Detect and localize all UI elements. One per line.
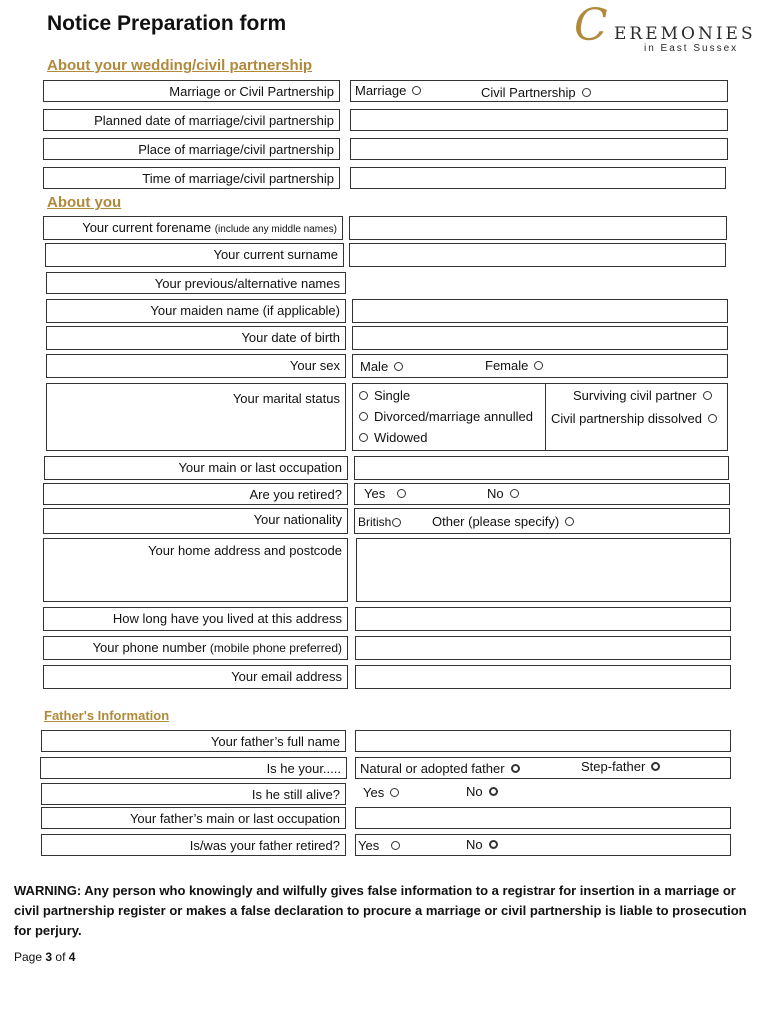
option-single[interactable] [359,388,410,403]
time-input[interactable] [350,167,726,189]
option-retired-no-label: No [487,486,504,501]
option-surviving-label: Surviving civil partner [573,388,697,403]
label-previous-names: Your previous/alternative names [46,272,346,294]
option-alive-no[interactable] [466,784,498,799]
radio-step-father[interactable] [651,762,660,771]
logo-letter: C [574,0,608,51]
ceremonies-logo [572,0,756,56]
label-sex: Your sex [46,354,346,378]
forename-note: (include any middle names) [214,224,337,235]
radio-cp-dissolved[interactable] [708,414,717,423]
option-marriage[interactable] [355,83,421,98]
radio-male[interactable] [394,362,403,371]
option-step-father[interactable] [581,759,660,774]
nationality-field [354,508,730,534]
option-retired-no[interactable] [487,486,519,501]
label-how-long: How long have you lived at this address [43,607,348,631]
option-step-label: Step-father [581,759,646,774]
radio-marriage[interactable] [412,86,421,95]
label-home-address: Your home address and postcode [43,538,348,602]
page-title: Notice Preparation form [47,12,287,35]
retired-field [354,483,730,505]
sex-field [352,354,728,378]
option-female-label: Female [485,358,529,373]
label-retired: Are you retired? [43,483,348,505]
radio-father-retired-yes[interactable] [391,841,400,850]
marital-divider [545,384,546,450]
radio-retired-no[interactable] [510,489,519,498]
radio-divorced[interactable] [359,412,368,421]
radio-civil-partnership[interactable] [582,88,591,97]
label-planned-date: Planned date of marriage/civil partnership [43,109,340,131]
label-place: Place of marriage/civil partnership [43,138,340,160]
forename-input[interactable] [349,216,727,240]
option-father-retired-no-label: No [466,837,483,852]
radio-alive-yes[interactable] [390,788,399,797]
option-other-nationality[interactable] [432,514,574,529]
label-marriage-or-cp: Marriage or Civil Partnership [43,80,340,102]
option-british[interactable] [358,515,401,529]
option-alive-yes-label: Yes [363,785,385,800]
option-cp-label: Civil Partnership [481,85,576,100]
label-forename [43,216,343,240]
label-is-he-your: Is he your..... [40,757,347,779]
option-divorced-label: Divorced/marriage annulled [374,409,533,424]
option-divorced[interactable] [359,409,533,424]
planned-date-input[interactable] [350,109,728,131]
logo-subtitle: in East Sussex [644,43,739,54]
option-retired-yes-label: Yes [364,486,386,501]
radio-british[interactable] [392,518,401,527]
option-surviving-cp[interactable] [573,388,712,403]
page-word: Page [14,950,43,964]
label-time: Time of marriage/civil partnership [43,167,340,189]
section-about-heading: About you [47,194,122,211]
label-nationality: Your nationality [43,508,348,534]
father-occupation-input[interactable] [355,807,731,829]
email-input[interactable] [355,665,731,689]
how-long-input[interactable] [355,607,731,631]
father-name-input[interactable] [355,730,731,752]
option-alive-no-label: No [466,784,483,799]
radio-widowed[interactable] [359,433,368,442]
option-other-label: Other (please specify) [432,514,560,529]
radio-alive-no[interactable] [489,787,498,796]
label-marital-status: Your marital status [46,383,346,451]
section-father-heading: Father's Information [44,708,170,723]
radio-retired-yes[interactable] [397,489,406,498]
marriage-type-field [350,80,728,102]
section-wedding-heading: About your wedding/civil partnership [47,57,313,74]
option-male-label: Male [360,359,389,374]
page-indicator [14,950,75,964]
marital-status-field [352,383,728,451]
label-maiden-name: Your maiden name (if applicable) [46,299,346,323]
label-phone [43,636,348,660]
option-marriage-label: Marriage [355,83,407,98]
label-surname: Your current surname [45,243,344,267]
option-father-retired-yes-label: Yes [358,838,380,853]
radio-natural-father[interactable] [511,764,520,773]
radio-single[interactable] [359,391,368,400]
option-female[interactable] [485,358,543,373]
forename-label-text: Your current forename [82,220,212,235]
label-father-occupation: Your father’s main or last occupation [41,807,346,829]
option-alive-yes[interactable] [363,785,399,800]
home-address-input[interactable] [356,538,731,602]
option-father-retired-yes[interactable] [358,838,400,853]
page-total: 4 [68,950,76,964]
option-widowed[interactable] [359,430,427,445]
surname-input[interactable] [349,243,726,267]
father-type-field [355,757,731,779]
label-date-of-birth: Your date of birth [46,326,346,350]
father-retired-field [355,834,731,856]
option-natural-father[interactable] [360,761,520,776]
radio-surviving-cp[interactable] [703,391,712,400]
option-single-label: Single [374,388,411,403]
page-number: 3 [45,950,53,964]
logo-word: EREMONIES [614,24,756,44]
option-retired-yes[interactable] [364,486,406,501]
option-male[interactable] [360,359,403,374]
perjury-warning: WARNING: Any person who knowingly and wilfully gives false information to a registrar for insertion in a marriage or civil partnership register or makes a false declaration to procure a marriage or civil partnership is liable to prosecution for perjury. [14,883,747,938]
radio-father-retired-no[interactable] [489,840,498,849]
maiden-name-input[interactable] [352,299,728,323]
option-civil-partnership[interactable] [481,85,591,100]
radio-other-nationality[interactable] [565,517,574,526]
label-still-alive: Is he still alive? [41,783,346,805]
label-father-name: Your father’s full name [41,730,346,752]
label-email: Your email address [43,665,348,689]
option-father-retired-no[interactable] [466,837,498,852]
option-british-label: British [358,515,392,529]
phone-note: (mobile phone preferred) [209,641,342,655]
phone-label-text: Your phone number [92,640,207,655]
date-of-birth-input[interactable] [352,326,728,350]
option-cp-dissolved[interactable] [551,411,717,426]
option-natural-label: Natural or adopted father [360,761,505,776]
phone-input[interactable] [355,636,731,660]
place-input[interactable] [350,138,728,160]
option-widowed-label: Widowed [374,430,428,445]
of-word: of [55,950,66,964]
label-occupation: Your main or last occupation [44,456,348,480]
radio-female[interactable] [534,361,543,370]
occupation-input[interactable] [354,456,729,480]
label-father-retired: Is/was your father retired? [41,834,346,856]
option-cp-dissolved-label: Civil partnership dissolved [551,411,703,426]
